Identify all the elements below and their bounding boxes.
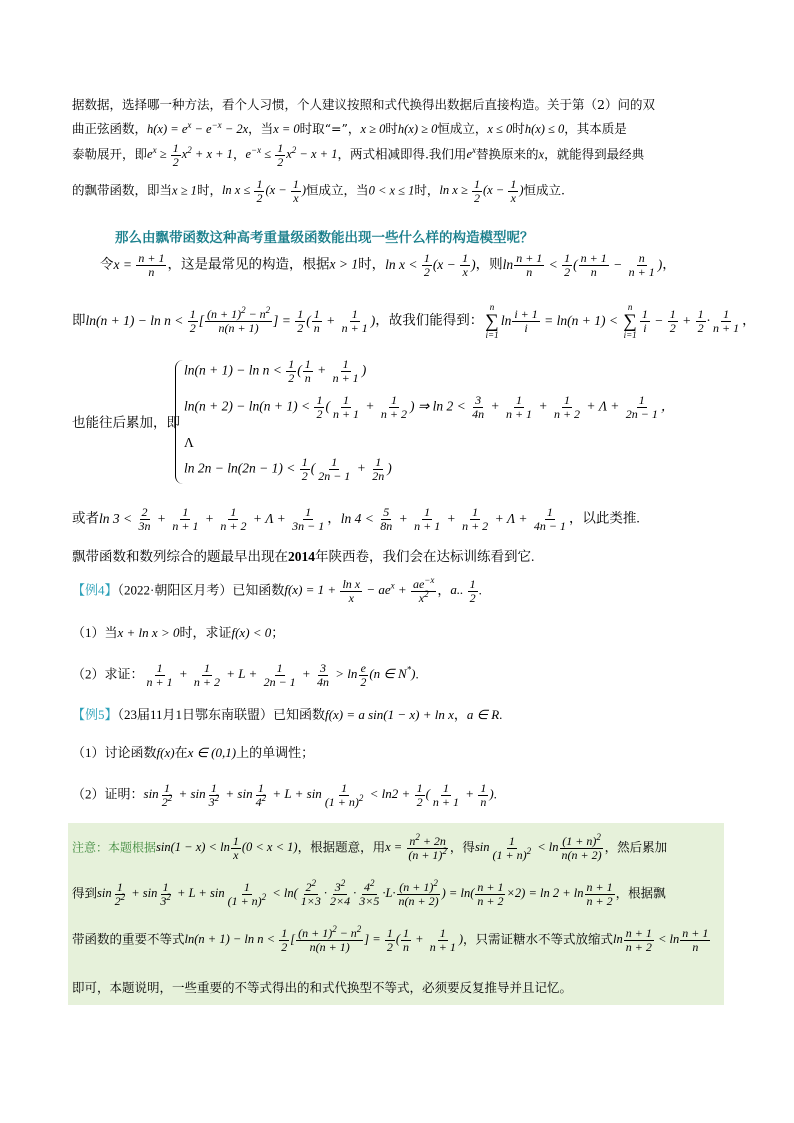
text: 替换原来的 — [476, 146, 539, 162]
text: 时 — [385, 121, 398, 136]
text: 时， — [196, 182, 222, 198]
text: 的飘带函数，即当 — [72, 182, 173, 198]
example-tag: 【例4】 — [72, 582, 118, 598]
formula: ln 4 < $\frac{5}{8n}$ + $\frac{1}{n + 1}$ + $\frac{1}{n + 2}$ + Λ + $\frac{1}{4n - 1}$ — [340, 505, 566, 533]
text: 得到 — [72, 885, 98, 901]
formula: x = 0 — [273, 122, 300, 136]
formula: $e^x$ — [466, 145, 476, 162]
note-line-2 — [72, 878, 666, 908]
formula: sin $\frac{1}{(1 + n)^2}$ < ln $\frac{(1 + n)^2}{n(n + 2)}$ — [474, 832, 602, 862]
text: ，根据飘 — [615, 885, 666, 901]
example-5-q1 — [72, 744, 314, 762]
text: （23届11月1日鄂东南联盟）已知函数 — [117, 707, 326, 722]
text: 带函数的重要不等式 — [72, 931, 185, 947]
example-5-q2 — [72, 782, 497, 809]
example-4-q1 — [72, 624, 284, 642]
text: ， — [453, 707, 467, 722]
formula: h(x) ≥ 0 — [397, 122, 438, 136]
text: 时 — [512, 121, 525, 136]
text: 或者 — [72, 510, 99, 526]
formula: f(x) = 1 + $\frac{\text{ln x}}{x}$ − $ae^x$ + $\frac{ae^{-x}}{x^2}$ — [284, 575, 435, 605]
formula: x ≥ 1 — [172, 183, 197, 198]
text: ，其本质是 — [564, 121, 627, 136]
note-label: 注意：本题根据 — [72, 840, 157, 855]
formula: x ≥ 0 — [360, 122, 386, 136]
formula: h(x) ≤ 0 — [524, 122, 565, 136]
text: . — [493, 786, 497, 802]
text: ，两式相减即得.我们用 — [337, 146, 467, 162]
text: 年陕西卷，我们会在达标训练看到它. — [315, 549, 535, 564]
text: 时， — [414, 182, 440, 198]
text: 在 — [174, 745, 188, 760]
text: ，就能得到最经典 — [544, 146, 645, 162]
formula: x > 1 — [329, 256, 359, 272]
text: 时， — [358, 256, 386, 272]
formula: ln(n + 1) − ln n < $\frac{1}{2}$ ( $\frac{1}{n}$ + $\frac{1}{n + 1}$ ) — [184, 357, 367, 385]
example-5-stem: 【例5】（23届11月1日鄂东南联盟）已知函数f(x) = a sin(1 − x) + ln x，a ∈ R. — [72, 707, 503, 722]
text-line — [72, 548, 724, 566]
text: 令 — [100, 256, 114, 272]
construction-line-1 — [100, 252, 752, 279]
text: 时，求证 — [179, 625, 232, 640]
formula: ln x ≥ $\frac{1}{2}$ (x − $\frac{1}{x}$ ) — [439, 177, 524, 205]
note-line-1 — [72, 832, 668, 862]
note-line-4 — [72, 979, 572, 997]
text-line — [72, 178, 565, 205]
text: 据数据，选择哪一种方法，看个人习惯，个人建议按照和式代换得出数据后直接构造。关于第（2）问的双 — [72, 97, 655, 112]
note-box — [68, 823, 724, 1005]
text-line: 即ln(n + 1) − ln n < $\frac{1}{2}$ [ $\frac{(n + 1)^2 - n^2}{n(n + 1)}$ ] = $\frac{1}{2}$ ( $\frac{1}{n}$ + $\frac{1}{n + 1}$ )，故我们能得到： n ∑ i=1 ln $\frac{i + 1}{i}$ = ln(n + 1) < n ∑ i=1 $\frac{1}{i}$ − $\frac{1}{2}$ + $\frac{1}{2}$ · $\frac{1}{n + 1}$ ， — [72, 302, 756, 340]
lead-text: 那么由飘带函数这种高考重量级函数能出现一些什么样的构造模型呢？ — [115, 230, 534, 245]
formula: sin(1 − x) < ln $\frac{1}{x}$ (0 < x < 1) — [156, 834, 298, 862]
text: ，故我们能得到： — [375, 312, 484, 328]
formula: 0 < x ≤ 1 — [368, 183, 415, 198]
ellipsis: Λ — [184, 435, 194, 450]
formula: ln $\frac{n + 1}{n}$ < $\frac{1}{2}$ ( $\frac{n + 1}{n}$ − $\frac{n}{n + 1}$ ) — [502, 251, 663, 279]
formula: ln x ≤ $\frac{1}{2}$ (x − $\frac{1}{x}$ ) — [221, 177, 307, 205]
text: . — [415, 666, 419, 682]
formula: f(x) < 0 — [231, 625, 272, 640]
text: 泰勒展开，即 — [72, 146, 148, 162]
formula: ln x < $\frac{1}{2}$ (x − $\frac{1}{x}$ ) — [385, 251, 476, 279]
text: ，只需证糖水不等式放缩式 — [463, 931, 614, 947]
formula: x ∈ (0,1) — [187, 745, 237, 760]
text-line — [72, 120, 627, 138]
formula: ln $\frac{n + 1}{n + 2}$ < ln $\frac{n + 1}{n}$ — [613, 926, 709, 954]
formula: $\frac{1}{n + 1}$ + $\frac{1}{n + 2}$ + L + $\frac{1}{2n - 1}$ + $\frac{3}{4n}$ > ln $\frac{e}{2}$ (n ∈ N*) — [146, 661, 416, 689]
example-4-q2 — [72, 662, 419, 689]
text: （1）讨论函数 — [72, 745, 157, 760]
text: 上的单调性； — [236, 745, 315, 760]
text-line — [72, 96, 655, 114]
text: ； — [271, 625, 285, 640]
formula: sin $\frac{1}{2^2}$ + sin $\frac{1}{3^2}$ + L + sin $\frac{1}{(1 + n)^2}$ < ln( $\frac{2^2}{1\times 3}$ · $\frac{3^2}{2\times 4}$ · $\frac{4^2}{3\times 5}$ ·L· $\frac{(n + 1)^2}{n(n + 2)}$ ) = ln( $\frac{n + 1}{n + 2}$ ×2) = ln 2 + ln $\frac{n + 1}{n + 2}$ — [97, 878, 613, 908]
text: 飘带函数和数列综合的题最早出现在 — [72, 549, 288, 564]
formula: ln(n + 2) − ln(n + 1) < $\frac{1}{2}$ ( $\frac{1}{n + 1}$ + $\frac{1}{n + 2}$ ) ⇒ ln 2 < $\frac{3}{4n}$ + $\frac{1}{n + 1}$ + $\frac{1}{n + 2}$ + Λ + $\frac{1}{2n - 1}$ ， — [184, 393, 675, 421]
text: ，当 — [248, 121, 274, 136]
formula: $e^{-x}$ ≤ $\frac{1}{2}$ $x^2 - x + 1$ — [245, 141, 338, 169]
formula: x = $\frac{n^2 + 2n}{(n + 1)^2}$ — [385, 832, 447, 862]
formula: x + ln x > 0 — [117, 625, 180, 640]
text: （1）当 — [72, 625, 118, 640]
formula: a ∈ R — [466, 707, 500, 722]
text: ，根据题意，用 — [297, 839, 386, 855]
text: 曲正弦函数， — [72, 121, 148, 136]
text: ，则 — [475, 256, 503, 272]
text: 即 — [72, 312, 86, 328]
text-line: 泰勒展开，即$e^x$ ≥ $\frac{1}{2}$ $x^2 + x + 1$，$e^{-x}$ ≤ $\frac{1}{2}$ $x^2 - x + 1$，两式相减即得.我们用$e^x$替换原来的x，就能得到最经典 — [72, 141, 645, 169]
text: 时取“=”， — [299, 121, 361, 136]
text: （2022·朝阳区月考）已知函数 — [117, 582, 285, 598]
text: 恒成立，当 — [306, 182, 369, 198]
formula: $e^x$ ≥ $\frac{1}{2}$ $x^2 + x + 1$ — [147, 141, 233, 169]
note-line-3 — [72, 924, 711, 954]
formula: ln 3 < $\frac{2}{3n}$ + $\frac{1}{n + 1}$ + $\frac{1}{n + 2}$ + Λ + $\frac{1}{3n - 1}$ — [99, 505, 325, 533]
formula: f(x) — [156, 745, 175, 760]
text: ，得 — [449, 839, 475, 855]
year: 2014 — [288, 549, 315, 564]
construction-line-2 — [72, 302, 756, 340]
lead-question — [115, 226, 767, 247]
formula: x = $\frac{n + 1}{n}$ — [113, 251, 165, 279]
text: （2）证明： — [72, 786, 144, 802]
formula: ln 2n − ln(2n − 1) < $\frac{1}{2}$ ( $\frac{1}{2n - 1}$ + $\frac{1}{2n}$ ) — [184, 455, 392, 483]
text: ， — [437, 582, 451, 598]
example-4-stem: 【例4】（2022·朝阳区月考）已知函数f(x) = 1 + $\frac{\text{ln x}}{x}$ − $ae^x$ + $\frac{ae^{-x}}{x^2}$ ，a.. $\frac{1}{2}$ . — [72, 575, 482, 605]
formula: ln(n + 1) − ln n < $\frac{1}{2}$ [ $\frac{(n + 1)^2 - n^2}{n(n + 1)}$ ] = $\frac{1}{2}$ ( $\frac{1}{n}$ + $\frac{1}{n + 1}$ ) — [184, 924, 463, 954]
text: 即可，本题说明，一些重要的不等式得出的和式代换型不等式，必须要反复推导并且记忆。 — [72, 980, 573, 995]
formula: a.. $\frac{1}{2}$ — [450, 577, 476, 605]
formula: sin $\frac{1}{2^2}$ + sin $\frac{1}{3^2}$ + sin $\frac{1}{4^2}$ + L + sin $\frac{1}{(1 + n)^2}$ < ln2 + $\frac{1}{2}$ ( $\frac{1}{n + 1}$ + $\frac{1}{n}$ ) — [143, 781, 494, 809]
text: （2）求证： — [72, 666, 144, 682]
formula: n ∑ i=1 ln $\frac{i + 1}{i}$ = ln(n + 1) < n ∑ i=1 $\frac{1}{i}$ − $\frac{1}{2}$ + $\frac{1}{2}$ · $\frac{1}{n + 1}$ — [485, 302, 740, 340]
example-tag: 【例5】 — [72, 707, 118, 722]
text: 恒成立， — [437, 121, 488, 136]
formula: f(x) = a sin(1 − x) + ln x — [325, 707, 454, 722]
formula: x — [538, 147, 545, 162]
text-line: 或者ln 3 < $\frac{2}{3n}$ + $\frac{1}{n + 1}$ + $\frac{1}{n + 2}$ + Λ + $\frac{1}{3n - 1}$ ，ln 4 < $\frac{5}{8n}$ + $\frac{1}{n + 1}$ + $\frac{1}{n + 2}$ + Λ + $\frac{1}{4n - 1}$ ，以此类推. — [72, 505, 640, 533]
construction-line-3 — [72, 506, 724, 533]
formula: ln(n + 1) − ln n < $\frac{1}{2}$ [ $\frac{(n + 1)^2 - n^2}{n(n + 1)}$ ] = $\frac{1}{2}$ ( $\frac{1}{n}$ + $\frac{1}{n + 1}$ ) — [85, 305, 376, 335]
accumulation-system — [72, 358, 724, 488]
text: ，这是最常见的构造，根据 — [167, 256, 330, 272]
text-line: 令x = $\frac{n + 1}{n}$ ，这是最常见的构造，根据x > 1时，ln x < $\frac{1}{2}$ (x − $\frac{1}{x}$ )，则ln $\frac{n + 1}{n}$ < $\frac{1}{2}$ ( $\frac{n + 1}{n}$ − $\frac{n}{n + 1}$ )， — [100, 251, 676, 279]
formula: $h(x) = e^x - e^{-x} - 2x$ — [147, 119, 249, 136]
paragraph-history — [72, 548, 724, 566]
text: ，然后累加 — [604, 839, 668, 855]
text: 也能往后累加，即 — [72, 415, 180, 430]
formula: x ≤ 0 — [487, 122, 513, 136]
text: ，以此类推. — [568, 510, 640, 526]
text: 恒成立. — [523, 182, 565, 198]
